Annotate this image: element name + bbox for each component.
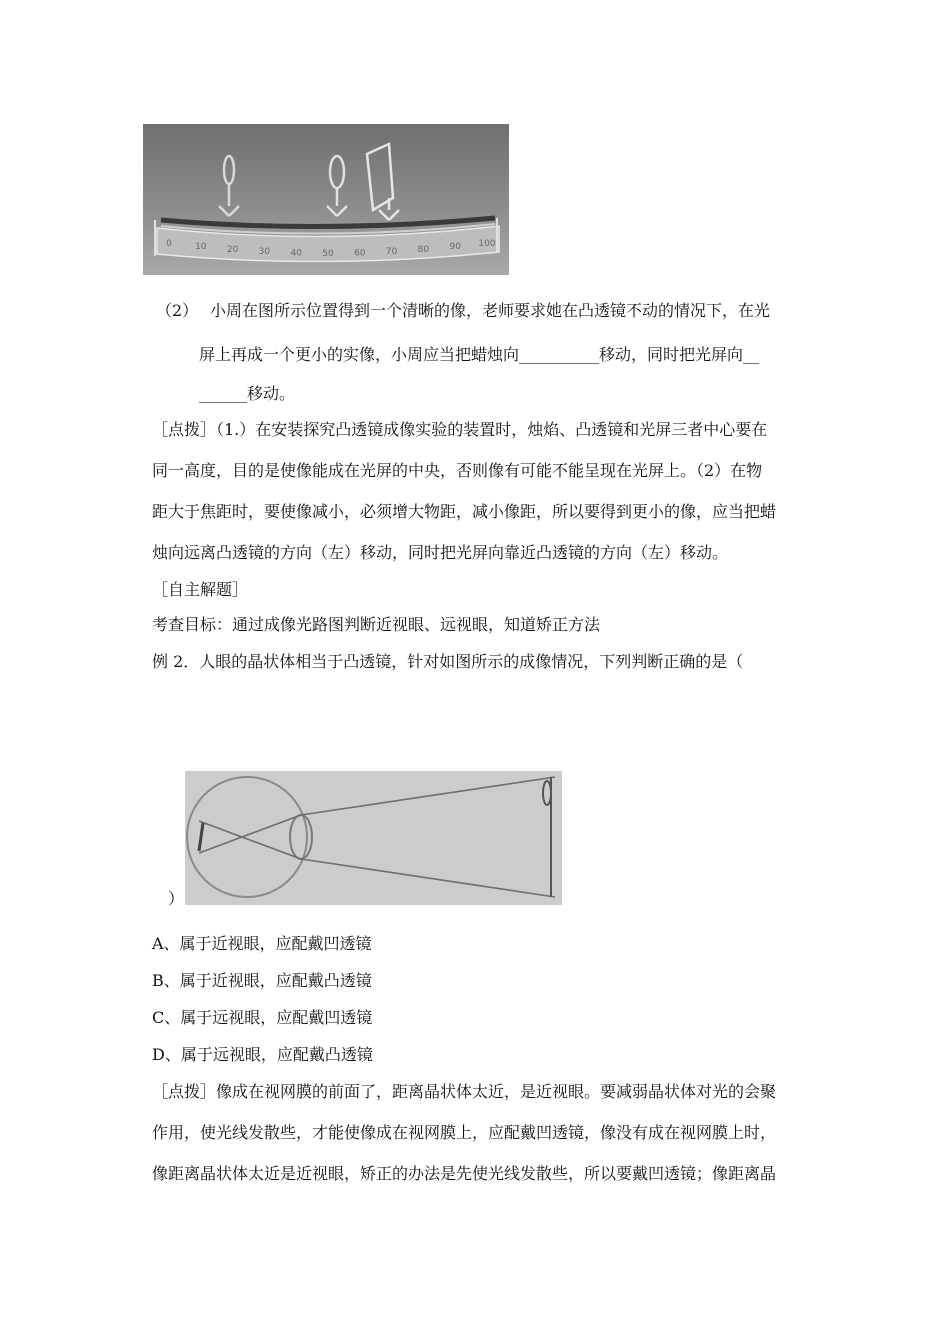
option-a: A、属于近视眼，应配戴凹透镜 [152,934,372,953]
ruler-label: 20 [226,244,239,255]
ruler-label: 60 [354,248,366,259]
tip-2-line-1: ［点拨］像成在视网膜的前面了，距离晶状体太近，是近视眼。要减弱晶状体对光的会聚 [152,1082,777,1101]
question-2-line-2: 屏上再成一个更小的实像，小周应当把蜡烛向__________移动，同时把光屏向__ [199,345,760,364]
tip-1-line-2: 同一高度，目的是使像能成在光屏的中央，否则像有可能不能呈现在光屏上。（2）在物 [152,461,763,480]
example-2-close-paren: ） [168,889,185,908]
ruler-label: 100 [478,239,496,249]
tip-2-line-2: 作用，使光线发散些，才能使像成在视网膜上，应配戴凹透镜，像没有成在视网膜上时， [152,1123,777,1142]
ruler-label: 10 [195,242,207,253]
example-2-stem: 例 2．人眼的晶状体相当于凸透镜，针对如图所示的成像情况，下列判断正确的是（ [152,652,744,671]
tip-1-line-1: ［点拨］（1.）在安装探究凸透镜成像实验的装置时，烛焰、凸透镜和光屏三者中心要在 [152,420,768,439]
ruler-label: 80 [417,244,430,255]
question-2-number: （2） [156,301,199,320]
ruler-label: 50 [322,249,334,259]
optical-bench-photo [143,124,509,275]
option-d: D、属于远视眼，应配戴凸透镜 [152,1045,373,1064]
ruler-label: 40 [290,248,302,259]
question-2-line-3: ______移动。 [199,384,296,403]
option-c: C、属于远视眼，应配戴凹透镜 [152,1008,373,1027]
tip-1-line-3: 距大于焦距时，要使像减小，必须增大物距，减小像距，所以要得到更小的像，应当把蜡 [152,502,777,521]
ruler-label: 0 [166,239,172,249]
eye-diagram-photo [185,771,562,905]
section-heading: ［自主解题］ [152,580,249,599]
ruler-label: 70 [385,247,398,258]
option-b: B、属于近视眼，应配戴凸透镜 [152,971,372,990]
section-objective: 考查目标：通过成像光路图判断近视眼、远视眼，知道矫正方法 [152,615,601,634]
ruler-label: 30 [258,247,271,258]
question-2-line-1: 小周在图所示位置得到一个清晰的像，老师要求她在凸透镜不动的情况下，在光 [210,301,771,320]
tip-1-line-4: 烛向远离凸透镜的方向（左）移动，同时把光屏向靠近凸透镜的方向（左）移动。 [152,543,729,562]
ruler-label: 90 [449,242,461,253]
tip-2-line-3: 像距离晶状体太近是近视眼，矫正的办法是先使光线发散些，所以要戴凹透镜；像距离晶 [152,1164,777,1183]
